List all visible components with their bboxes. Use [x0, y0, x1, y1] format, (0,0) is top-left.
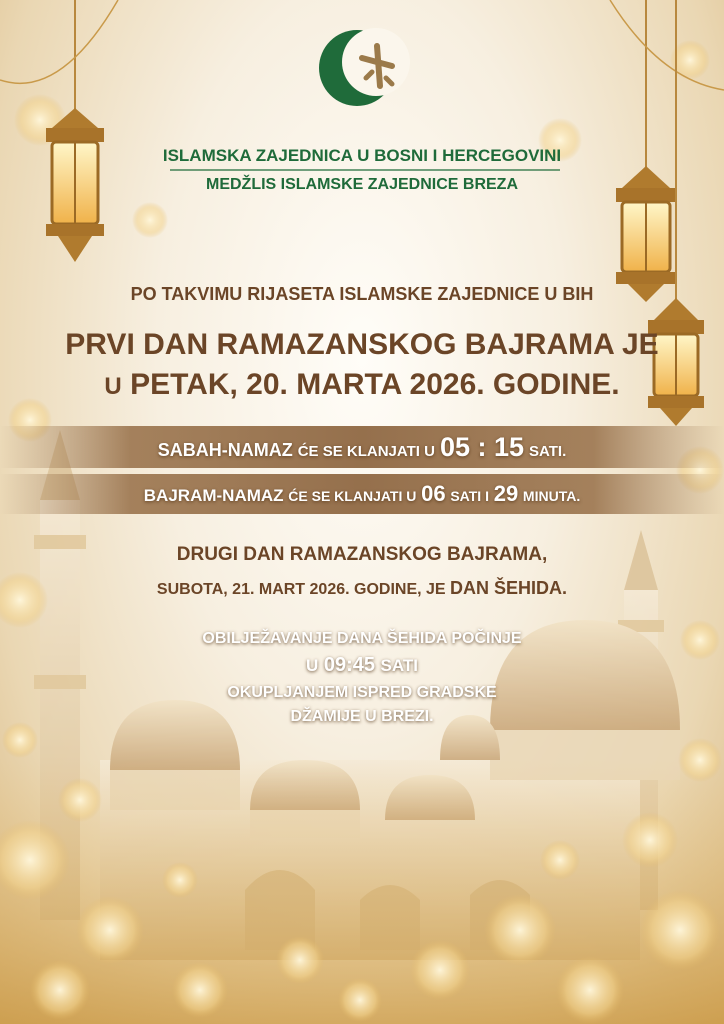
sehid-line1: OBILJEŽAVANJE DANA ŠEHIDA POČINJE	[202, 630, 522, 647]
bajram-middle: ĆE SE KLANJATI U	[288, 488, 417, 504]
sehid-line3: OKUPLJANJEM ISPRED GRADSKE	[227, 684, 497, 701]
sehid-line4: DŽAMIJE U BREZI.	[290, 708, 434, 725]
headline-line1: PRVI DAN RAMAZANSKOG BAJRAMA JE	[65, 328, 659, 361]
organization-name: ISLAMSKA ZAJEDNICA U BOSNI I HERCEGOVINI	[162, 146, 562, 165]
bajram-prefix: BAJRAM-NAMAZ	[143, 486, 284, 505]
headline-line2	[0, 368, 724, 402]
crescent-star-icon	[319, 28, 410, 106]
second-day-date: SUBOTA, 21. MART 2026. GODINE, JE	[156, 581, 446, 598]
sabah-banner	[0, 426, 724, 468]
bajram-hours: 06	[421, 481, 446, 506]
sehid-line2	[0, 654, 724, 677]
bajram-minutes: 29	[493, 481, 519, 506]
sabah-prefix: SABAH-NAMAZ	[157, 440, 293, 460]
bajram-sati-i: SATI I	[450, 488, 489, 504]
sabah-suffix: SATI.	[529, 443, 567, 460]
sehid-sati: SATI	[380, 656, 419, 675]
headline-u: U	[104, 373, 122, 400]
sabah-middle: ĆE SE KLANJATI U	[297, 443, 435, 460]
bajram-suffix: MINUTA.	[522, 488, 581, 504]
headline-date: PETAK, 20. MARTA 2026. GODINE.	[130, 368, 620, 401]
second-day-line1: DRUGI DAN RAMAZANSKOG BAJRAMA,	[176, 544, 548, 565]
second-day-line2	[0, 578, 724, 599]
bajram-banner	[0, 474, 724, 514]
second-day-sehid: DAN ŠEHIDA.	[450, 578, 568, 598]
sehid-time: 09:45	[323, 654, 375, 676]
sabah-time: 05 : 15	[439, 432, 525, 462]
intro-text: PO TAKVIMU RIJASETA ISLAMSKE ZAJEDNICE U BIH	[130, 284, 594, 304]
sehid-u: U	[305, 656, 319, 675]
sub-organization-name: MEDŽLIS ISLAMSKE ZAJEDNICE BREZA	[205, 176, 518, 193]
